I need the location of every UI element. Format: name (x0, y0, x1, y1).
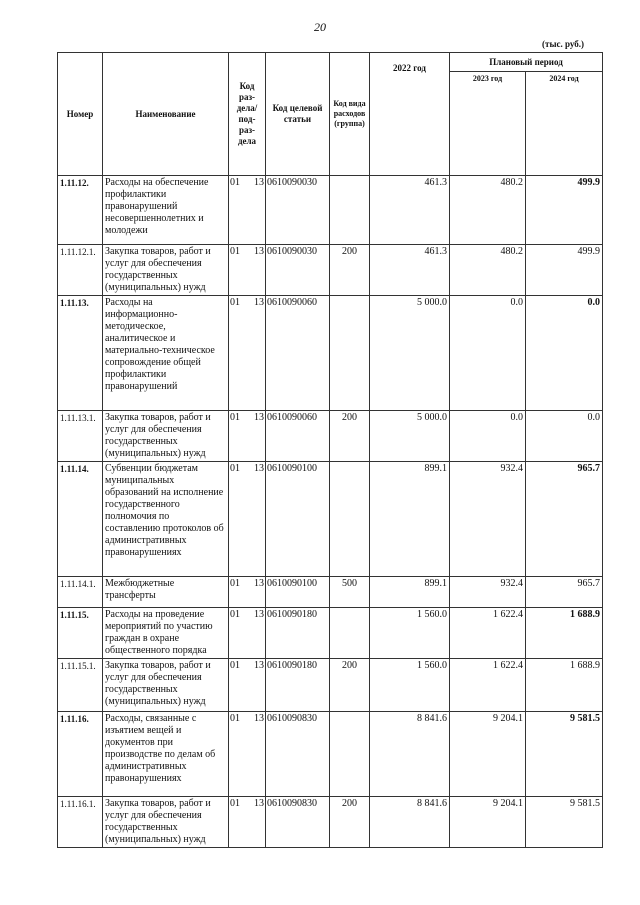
row-number: 1.11.15. (58, 608, 103, 659)
row-number: 1.11.14.1. (58, 577, 103, 608)
row-value-2023: 9 204.1 (450, 712, 526, 797)
row-target: 0610090830 (266, 712, 330, 797)
row-number: 1.11.12.1. (58, 245, 103, 296)
table-row (58, 176, 603, 245)
row-target: 0610090100 (266, 462, 330, 577)
row-target: 0610090830 (266, 797, 330, 848)
row-value-2024: 9 581.5 (526, 797, 603, 848)
row-expense-type: 200 (330, 797, 370, 848)
row-section-code: 01 (230, 660, 240, 671)
table-row (58, 411, 603, 462)
row-subsection-code: 13 (254, 412, 264, 423)
table-row (58, 797, 603, 848)
row-section-code: 01 (230, 713, 240, 724)
table-row (58, 296, 603, 411)
header-target: Код целевой статьи (266, 53, 330, 176)
row-name: Расходы на информационно-методическое, аналитическое и материально-техническое сопровождение общей профилактики правонарушений (103, 296, 229, 411)
row-value-2024: 1 688.9 (526, 608, 603, 659)
row-value-2022: 8 841.6 (370, 712, 450, 797)
units-label: (тыс. руб.) (542, 39, 584, 49)
row-subsection-code: 13 (254, 246, 264, 257)
row-section (229, 296, 266, 411)
row-value-2022: 899.1 (370, 462, 450, 577)
row-name: Закупка товаров, работ и услуг для обеспечения государственных (муниципальных) нужд (103, 659, 229, 712)
table-row (58, 659, 603, 712)
row-value-2024: 499.9 (526, 176, 603, 245)
row-expense-type (330, 462, 370, 577)
table-row (58, 462, 603, 577)
row-value-2023: 9 204.1 (450, 797, 526, 848)
row-expense-type: 200 (330, 245, 370, 296)
row-section (229, 245, 266, 296)
row-number: 1.11.16. (58, 712, 103, 797)
row-value-2022: 899.1 (370, 577, 450, 608)
header-number: Номер (58, 53, 103, 176)
row-section-code: 01 (230, 177, 240, 188)
row-expense-type: 200 (330, 411, 370, 462)
row-target: 0610090030 (266, 245, 330, 296)
table-row (58, 577, 603, 608)
row-value-2024: 965.7 (526, 462, 603, 577)
row-value-2023: 1 622.4 (450, 659, 526, 712)
header-2024: 2024 год (526, 72, 603, 176)
page-number: 20 (314, 20, 326, 34)
row-section (229, 712, 266, 797)
header-2022: 2022 год (370, 53, 450, 176)
row-section-code: 01 (230, 798, 240, 809)
row-section (229, 176, 266, 245)
row-target: 0610090060 (266, 296, 330, 411)
row-value-2022: 8 841.6 (370, 797, 450, 848)
row-expense-type (330, 608, 370, 659)
row-name: Субвенции бюджетам муниципальных образований на исполнение государственного полномочия по составлению протоколов об административных правонарушениях (103, 462, 229, 577)
row-expense-type: 500 (330, 577, 370, 608)
header-name: Наименование (103, 53, 229, 176)
table-row (58, 712, 603, 797)
row-value-2022: 461.3 (370, 176, 450, 245)
row-name: Расходы на обеспечение профилактики правонарушений несовершеннолетних и молодежи (103, 176, 229, 245)
header-2023: 2023 год (450, 72, 526, 176)
row-section (229, 608, 266, 659)
row-section-code: 01 (230, 578, 240, 589)
row-section (229, 577, 266, 608)
row-number: 1.11.13.1. (58, 411, 103, 462)
header-planning-period: Плановый период (450, 53, 603, 72)
row-target: 0610090100 (266, 577, 330, 608)
budget-table (57, 52, 603, 848)
row-subsection-code: 13 (254, 578, 264, 589)
row-subsection-code: 13 (254, 713, 264, 724)
row-section (229, 462, 266, 577)
row-value-2024: 965.7 (526, 577, 603, 608)
row-subsection-code: 13 (254, 798, 264, 809)
row-section (229, 797, 266, 848)
row-value-2024: 499.9 (526, 245, 603, 296)
row-section (229, 411, 266, 462)
row-target: 0610090030 (266, 176, 330, 245)
row-number: 1.11.13. (58, 296, 103, 411)
row-name: Межбюджетные трансферты (103, 577, 229, 608)
row-name: Закупка товаров, работ и услуг для обеспечения государственных (муниципальных) нужд (103, 797, 229, 848)
row-name: Закупка товаров, работ и услуг для обеспечения государственных (муниципальных) нужд (103, 245, 229, 296)
row-name: Расходы на проведение мероприятий по участию граждан в охране общественного порядка (103, 608, 229, 659)
row-expense-type: 200 (330, 659, 370, 712)
row-target: 0610090180 (266, 608, 330, 659)
row-value-2024: 1 688.9 (526, 659, 603, 712)
row-target: 0610090180 (266, 659, 330, 712)
row-section-code: 01 (230, 297, 240, 308)
row-section-code: 01 (230, 609, 240, 620)
row-value-2023: 0.0 (450, 411, 526, 462)
row-value-2022: 461.3 (370, 245, 450, 296)
row-number: 1.11.15.1. (58, 659, 103, 712)
row-value-2024: 9 581.5 (526, 712, 603, 797)
row-value-2023: 0.0 (450, 296, 526, 411)
row-value-2022: 1 560.0 (370, 659, 450, 712)
row-value-2023: 480.2 (450, 176, 526, 245)
row-value-2023: 932.4 (450, 462, 526, 577)
row-value-2024: 0.0 (526, 411, 603, 462)
row-subsection-code: 13 (254, 177, 264, 188)
row-subsection-code: 13 (254, 463, 264, 474)
row-value-2022: 5 000.0 (370, 411, 450, 462)
row-value-2024: 0.0 (526, 296, 603, 411)
row-number: 1.11.14. (58, 462, 103, 577)
row-name: Закупка товаров, работ и услуг для обеспечения государственных (муниципальных) нужд (103, 411, 229, 462)
row-target: 0610090060 (266, 411, 330, 462)
row-value-2023: 480.2 (450, 245, 526, 296)
row-number: 1.11.16.1. (58, 797, 103, 848)
row-subsection-code: 13 (254, 297, 264, 308)
table-row (58, 245, 603, 296)
row-section-code: 01 (230, 412, 240, 423)
row-subsection-code: 13 (254, 660, 264, 671)
row-section (229, 659, 266, 712)
row-number: 1.11.12. (58, 176, 103, 245)
row-value-2022: 5 000.0 (370, 296, 450, 411)
header-expense-type: Код вида расходов (группа) (330, 53, 370, 176)
row-section-code: 01 (230, 463, 240, 474)
row-expense-type (330, 176, 370, 245)
row-value-2022: 1 560.0 (370, 608, 450, 659)
row-section-code: 01 (230, 246, 240, 257)
row-name: Расходы, связанные с изъятием вещей и документов при производстве по делам об административных правонарушениях (103, 712, 229, 797)
table-row (58, 608, 603, 659)
row-expense-type (330, 296, 370, 411)
row-value-2023: 932.4 (450, 577, 526, 608)
header-section: Код раз-дела/ под-раз-дела (229, 53, 266, 176)
row-expense-type (330, 712, 370, 797)
row-value-2023: 1 622.4 (450, 608, 526, 659)
row-subsection-code: 13 (254, 609, 264, 620)
